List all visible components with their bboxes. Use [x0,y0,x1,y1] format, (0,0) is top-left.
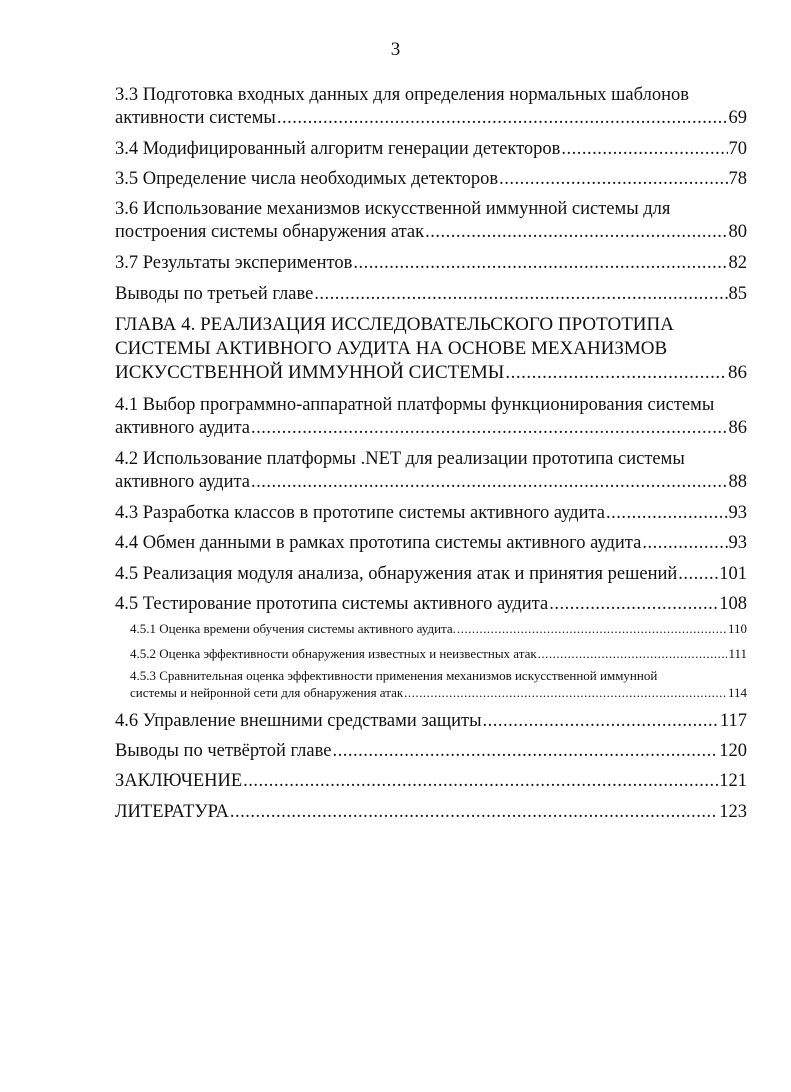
toc-entry-text: 3.5 Определение числа необходимых детекторов [115,169,499,189]
toc-entry-4-5-2[interactable] [115,645,747,667]
toc-entry-text: ЗАКЛЮЧЕНИЕ [115,771,243,791]
toc-entry-3-4[interactable] [115,138,747,168]
dot-leader [353,252,727,275]
toc-entry-chapter-4[interactable] [115,313,747,394]
toc-page-number: 110 [727,621,747,636]
page-number: 3 [390,39,401,60]
toc-entry-text: 3.3 Подготовка входных данных для определения нормальных шаблонов [115,85,689,105]
dot-leader [678,563,718,586]
toc-entry-3-3[interactable] [115,84,747,138]
toc-page-number: 93 [728,533,747,553]
dot-leader [404,684,727,701]
toc-page-number: 88 [728,472,747,492]
toc-entry-text: активности системы [115,108,276,128]
toc-entry-text: 3.4 Модифицированный алгоритм генерации детекторов [115,139,561,159]
toc-entry-conclusions-chapter-4[interactable] [115,740,747,770]
toc-entry-text: 3.7 Результаты экспериментов [115,253,353,273]
toc-entry-4-2[interactable] [115,448,747,502]
toc-page-number: 70 [728,139,747,159]
dot-leader [332,740,718,763]
toc-entry-text: 4.5.3 Сравнительная оценка эффективности применения механизмов искусственной иммунной [130,668,658,683]
toc-page-number: 108 [719,594,747,614]
toc-entry-text: активного аудита [115,472,251,492]
dot-leader [457,620,727,637]
toc-entry-literature[interactable] [115,801,747,831]
toc-page-number: 85 [728,284,747,304]
toc-entry-4-5-realization[interactable] [115,563,747,593]
toc-entry-text: 4.5 Тестирование прототипа системы активного аудита [115,594,549,614]
toc-entry-4-6[interactable] [115,710,747,740]
toc-entry-text: 4.5.1 Оценка времени обучения системы активного аудита. [130,621,456,636]
dot-leader [549,593,718,616]
toc-entry-text: 4.1 Выбор программно-аппаратной платформы функционирования системы [115,395,715,415]
dot-leader [505,361,727,385]
toc-entry-text: ИСКУССТВЕННОЙ ИММУННОЙ СИСТЕМЫ [115,362,505,383]
toc-page-number: 123 [719,802,747,822]
toc-page-number: 121 [719,771,747,791]
toc-page-number: 114 [727,685,747,700]
toc-entry-4-5-3[interactable] [115,667,747,710]
toc-entry-4-3[interactable] [115,502,747,532]
toc-entry-text: 3.6 Использование механизмов искусственной иммунной системы для [115,199,671,219]
dot-leader [277,107,728,130]
toc-page-number: 111 [728,646,747,661]
toc-page-number: 69 [728,108,747,128]
dot-leader [606,502,727,525]
toc-entry-text: 4.5.2 Оценка эффективности обнаружения известных и неизвестных атак [130,646,537,661]
toc-entry-text: Выводы по третьей главе [115,284,314,304]
toc-page-number: 78 [728,169,747,189]
dot-leader [251,471,727,494]
toc-entry-3-7[interactable] [115,252,747,283]
dot-leader [230,801,718,824]
toc-entry-text: 4.5 Реализация модуля анализа, обнаружения атак и принятия решений [115,564,678,584]
toc-entry-text: 4.4 Обмен данными в рамках прототипа системы активного аудита [115,533,642,553]
dot-leader [538,645,728,662]
toc-page-number: 86 [728,362,747,383]
toc-page-number: 117 [719,711,747,731]
toc-entry-text: ЛИТЕРАТУРА [115,802,229,822]
toc-entry-conclusions-chapter-3[interactable] [115,283,747,313]
toc-entry-text: Выводы по четвёртой главе [115,741,332,761]
dot-leader [483,710,719,733]
dot-leader [561,138,727,161]
dot-leader [425,221,727,244]
toc-entry-text: 4.3 Разработка классов в прототипе системы активного аудита [115,503,606,523]
toc-entry-text: построения системы обнаружения атак [115,222,425,242]
toc-entry-4-5-1[interactable] [115,620,747,645]
toc-entry-text: активного аудита [115,418,251,438]
toc-entry-3-6[interactable] [115,198,747,252]
toc-entry-text: 4.2 Использование платформы .NET для реализации прототипа системы [115,449,685,469]
dot-leader [251,417,727,440]
table-of-contents [115,84,747,831]
toc-page-number: 101 [719,564,747,584]
toc-page-number: 93 [728,503,747,523]
toc-entry-text: системы и нейронной сети для обнаружения атак [130,685,404,700]
toc-entry-conclusion[interactable] [115,770,747,801]
toc-entry-text: ГЛАВА 4. РЕАЛИЗАЦИЯ ИССЛЕДОВАТЕЛЬСКОГО ПРОТОТИПА [115,314,674,335]
toc-entry-4-4[interactable] [115,532,747,563]
dot-leader [499,168,727,191]
toc-page-number: 120 [719,741,747,761]
dot-leader [243,770,718,793]
toc-page-number: 82 [728,253,747,273]
dot-leader [314,283,727,306]
toc-page-number: 86 [728,418,747,438]
toc-page-number: 80 [728,222,747,242]
toc-entry-text: 4.6 Управление внешними средствами защиты [115,711,482,731]
toc-entry-4-1[interactable] [115,394,747,448]
toc-entry-3-5[interactable] [115,168,747,198]
toc-entry-4-5-testing[interactable] [115,593,747,620]
toc-entry-text: СИСТЕМЫ АКТИВНОГО АУДИТА НА ОСНОВЕ МЕХАНИЗМОВ [115,338,668,359]
dot-leader [642,532,727,555]
